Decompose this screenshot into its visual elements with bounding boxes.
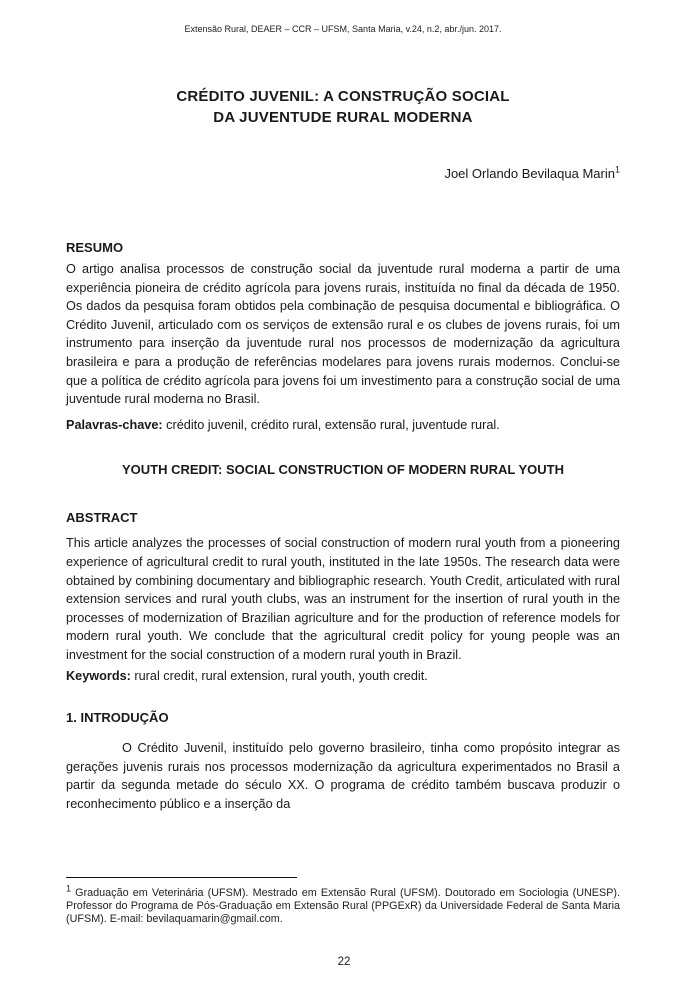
- english-title: YOUTH CREDIT: SOCIAL CONSTRUCTION OF MODERN RURAL YOUTH: [121, 462, 564, 478]
- abstract-heading: ABSTRACT: [66, 510, 138, 526]
- footnote-divider: [66, 877, 297, 878]
- palavras-chave-text: crédito juvenil, crédito rural, extensão rural, juventude rural.: [166, 417, 500, 432]
- author-line: [66, 165, 620, 183]
- article-title-line-2: DA JUVENTUDE RURAL MODERNA: [213, 109, 473, 126]
- keywords-line: [66, 667, 620, 686]
- introduction-paragraph: O Crédito Juvenil, instituído pelo governo brasileiro, tinha como propósito integrar as gerações juvenis rurais nos processos modernização da agricultura experimentados no Brasil a partir da segunda metade do século XX. O programa de crédito também buscava produzir o reconhecimento público e a inserção da: [66, 741, 620, 811]
- footnote-ref: 1: [66, 883, 72, 894]
- palavras-chave-line: [66, 416, 620, 435]
- author-name: Joel Orlando Bevilaqua Marin: [444, 166, 615, 181]
- page-number: 22: [337, 956, 351, 968]
- resumo-body: O artigo analisa processos de construção social da juventude rural moderna a partir de uma experiência pioneira de crédito agrícola para jovens rurais, instituída no final da década de 1950. Os dados da pesquisa foram obtidos pela combinação de pesquisa documental e bibliográfica. O Crédito Juvenil, articulado com os serviços de extensão rural e os clubes de jovens rurais, foi um instrumento para inserção da juventude rural nos processos de modernização da agricultura brasileira e para a produção de referências modelares para jovens rurais modernos. Conclui-se que a política de crédito agrícola para jovens foi um investimento para a construção social de uma juventude rural moderna no Brasil.: [66, 262, 620, 407]
- footnote-area: [66, 877, 620, 927]
- article-title: [66, 86, 620, 128]
- keywords-label: Keywords:: [66, 668, 131, 683]
- footnote: [66, 883, 621, 927]
- footnote-text: Graduação em Veterinária (UFSM). Mestrado em Extensão Rural (UFSM). Doutorado em Sociologia (UNESP). Professor do Programa de Pós-Graduação em Extensão Rural (PPGExR) da Universidade Federal de Santa Maria (UFSM). E-mail: bevilaquamarin@gmail.com.: [66, 887, 621, 926]
- journal-header: Extensão Rural, DEAER – CCR – UFSM, Santa Maria, v.24, n.2, abr./jun. 2017.: [184, 24, 502, 34]
- article-title-line-1: CRÉDITO JUVENIL: A CONSTRUÇÃO SOCIAL: [176, 88, 510, 105]
- keywords-text: rural credit, rural extension, rural youth, youth credit.: [134, 668, 428, 683]
- palavras-chave-label: Palavras-chave:: [66, 417, 163, 432]
- introduction-heading: 1. INTRODUÇÃO: [66, 710, 169, 726]
- abstract-body: This article analyzes the processes of social construction of modern rural youth from a pioneering experience of agricultural credit to rural youth, instituted in the late 1950s. The research data were obtained by combining documentary and bibliographic research. Youth Credit, articulated with rural extension services and rural youth clubs, was an instrument for the insertion of rural youth in the processes of modernization of Brazilian agriculture and for the production of reference models for modern rural youth. We conclude that the agricultural credit policy for young people was an investment for the social construction of a modern rural youth in Brazil.: [66, 536, 620, 662]
- author-footnote-ref: 1: [614, 164, 620, 175]
- resumo-heading: RESUMO: [66, 240, 124, 255]
